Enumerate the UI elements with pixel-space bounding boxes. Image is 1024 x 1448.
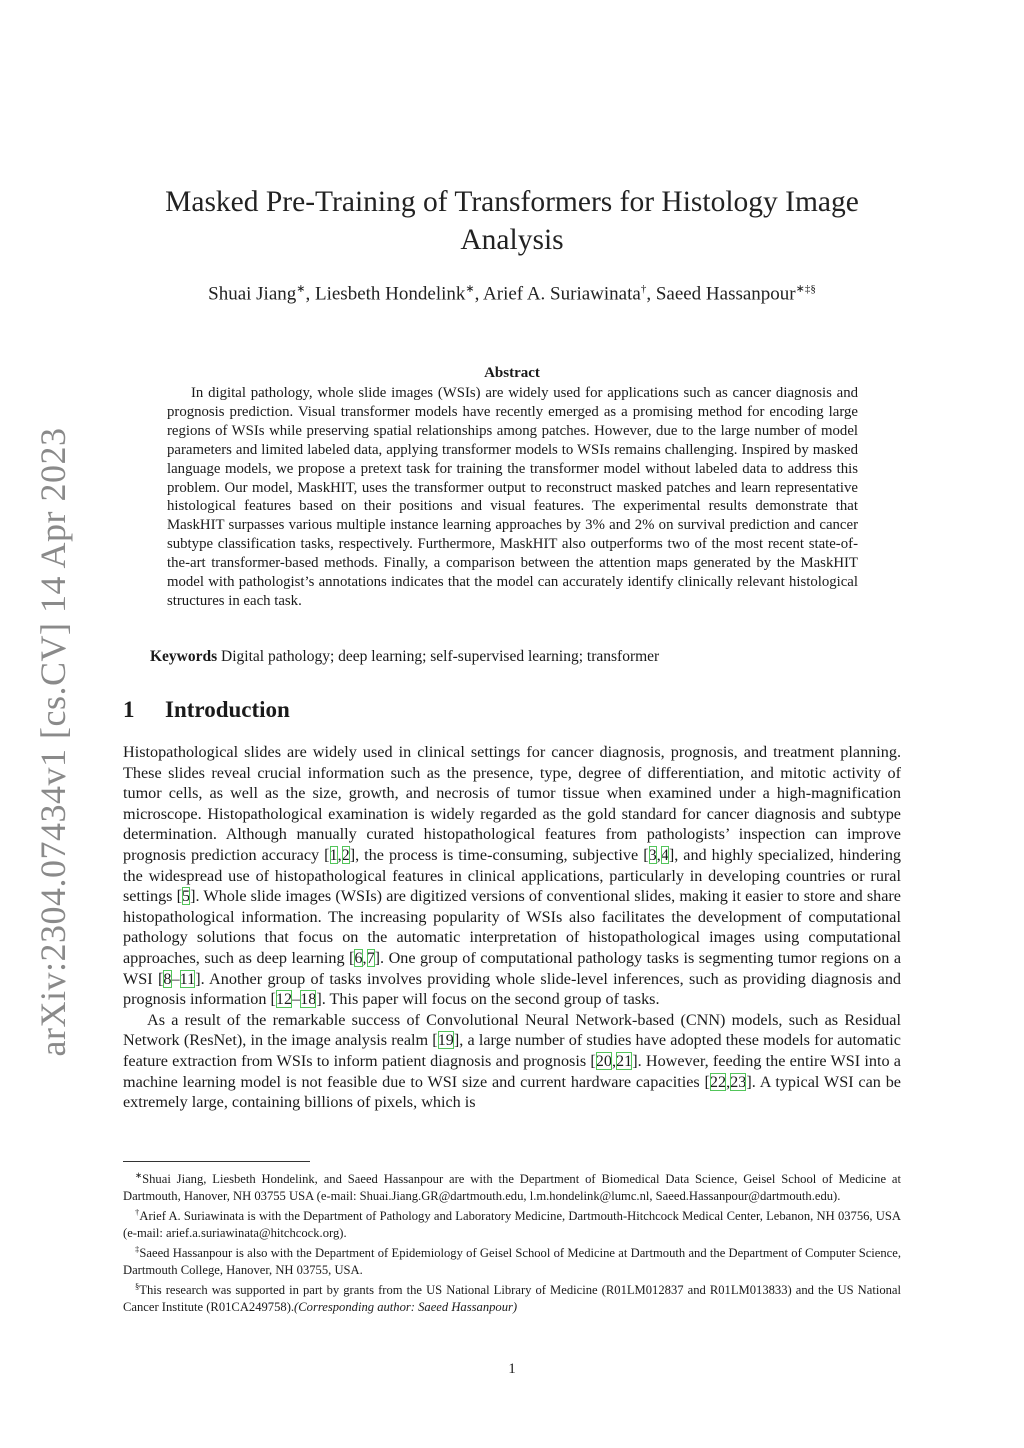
text-run: , [656, 845, 661, 864]
citation-link[interactable]: 6 [354, 948, 363, 967]
section-heading-introduction [123, 697, 290, 723]
text-run: ]. One group of computational pathology tasks is segmenting tumor regions on a WSI [ [123, 948, 902, 988]
text-run: – [171, 969, 180, 988]
footnote-mark: ∗ [135, 1170, 143, 1180]
corresponding-author-note: (Corresponding author: Saeed Hassanpour) [294, 1299, 518, 1314]
intro-paragraph-1 [123, 742, 901, 1010]
citation-link[interactable]: 3 [648, 845, 657, 864]
text-run: , [362, 948, 367, 967]
footnote-text: Shuai Jiang, Liesbeth Hondelink, and Saeed Hassanpour are with the Department of Biomedical Data Science, Geisel School of Medicine at Dartmouth, Hanover, NH 03755 USA (e-mail: Shuai.Jiang.GR@dartmouth.edu, l.m.hondelink@lumc.nl, Saeed.Hassanpour@dartmouth.edu). [123, 1172, 901, 1203]
author-name: Liesbeth Hondelink [314, 283, 466, 305]
citation-link[interactable]: 18 [300, 990, 317, 1009]
keywords-text: Digital pathology; deep learning; self-supervised learning; transformer [221, 648, 660, 665]
footnote-text: Arief A. Suriawinata is with the Department of Pathology and Laboratory Medicine, Dartmouth-Hitchcock Medical Center, Lebanon, NH 03756, USA (e-mail: arief.a.suriawinata@hitchcock.org). [123, 1209, 901, 1240]
footnote-text: Saeed Hassanpour is also with the Department of Epidemiology of Geisel School of Medicine at Dartmouth and the Department of Computer Science, Dartmouth College, Hanover, NH 03755, USA. [123, 1246, 902, 1277]
keywords-line [150, 648, 874, 666]
footnote-text: This research was supported in part by grants from the US National Library of Medicine (R01LM012837 and R01LM013833) and the US National Cancer Institute (R01CA249758). [123, 1283, 901, 1314]
footnote-affiliation-2 [123, 1204, 901, 1241]
citation-link[interactable]: 20 [595, 1051, 612, 1070]
citation-link[interactable]: 22 [709, 1072, 727, 1091]
abstract-text: In digital pathology, whole slide images (WSIs) are widely used for applications such as cancer diagnosis and prognosis prediction. Visual transformer models have recently emerged as a promising method for encoding large regions of WSIs while preserving spatial relationships among patches. However, due to the large number of model parameters and limited labeled data, applying transformer models to WSIs remains challenging. Inspired by masked language models, we propose a pretext task for training the transformer model without labeled data to address this problem. Our model, MaskHIT, uses the transformer output to reconstruct masked patches and learn representative histological features based on their positions and visual features. The experimental results demonstrate that MaskHIT surpasses various multiple instance learning approaches by 3% and 2% on survival prediction and cancer subtype classification tasks, respectively. Furthermore, MaskHIT also outperforms two of the most recent state-of-the-art transformer-based methods. Finally, a comparison between the attention maps generated by the MaskHIT model with pathologist’s annotations indicates that the model can accurately identify clinically relevant histological structures in each task. [167, 385, 858, 609]
text-run: ]. This paper will focus on the second group of tasks. [316, 990, 660, 1009]
text-run: ]. A typical WSI can be extremely large, containing billions of pixels, which is [123, 1072, 901, 1112]
author-name: Saeed Hassanpour [655, 283, 796, 305]
citation-link[interactable]: 1 [329, 845, 338, 864]
text-run: , [726, 1072, 731, 1091]
text-run: ]. Another group of tasks involves providing whole slide-level inferences, such as providing diagnosis and prognosis information [ [123, 969, 902, 1009]
keywords-label: Keywords [150, 648, 218, 665]
text-run: ], and highly specialized, hindering the widespread use of histopathological features in clinical applications, particularly in developing countries or rural settings [ [123, 845, 902, 906]
footnotes [123, 1167, 901, 1315]
author-list: Shuai Jiang∗, Liesbeth Hondelink∗, Arief A. Suriawinata†, Saeed Hassanpour∗‡§ [208, 283, 816, 305]
author-mark: ∗‡§ [795, 283, 816, 295]
text-run: Histopathological slides are widely used in clinical settings for cancer diagnosis, prognosis, and treatment planning. These slides reveal crucial information such as the presence, type, degree of differentiation, and mitotic activity of tumor cells, as well as the size, growth, and necrosis of tumor tissue when examined under a high-magnification microscope. Histopathological examination is widely regarded as the gold standard for cancer diagnosis and subtype determination. Although manually curated histopathological features from pathologists’ inspection can improve prognosis prediction accuracy [ [123, 743, 901, 864]
citation-link[interactable]: 8 [163, 969, 172, 988]
text-run: ]. However, feeding the entire WSI into a machine learning model is not feasible due to WSI size and current hardware capacities [ [123, 1051, 901, 1091]
paper-title: Masked Pre-Training of Transformers for Histology Image Analysis [165, 186, 859, 256]
citation-link[interactable]: 23 [730, 1072, 747, 1091]
text-run: ], a large number of studies have adopted these models for automatic feature extraction from WSIs to inform patient diagnosis and prognosis [ [123, 1031, 901, 1070]
citation-link[interactable]: 5 [181, 887, 191, 906]
author-mark: † [640, 283, 647, 295]
citation-link[interactable]: 12 [275, 990, 293, 1009]
section-title: Introduction [165, 697, 290, 722]
introduction-body [123, 742, 901, 1113]
arxiv-identifier-stamp: arXiv:2304.07434v1 [cs.CV] 14 Apr 2023 [33, 427, 73, 1057]
page-number: 1 [508, 1361, 516, 1377]
citation-link[interactable]: 19 [437, 1031, 454, 1050]
text-run: ], the process is time-consuming, subjective [ [349, 845, 649, 864]
citation-link[interactable]: 11 [179, 969, 196, 988]
footnote-mark: ‡ [135, 1244, 140, 1254]
footnote-affiliation-3 [123, 1241, 901, 1278]
citation-link[interactable]: 2 [341, 845, 350, 864]
citation-link[interactable]: 21 [616, 1051, 633, 1070]
author-name: Arief A. Suriawinata [483, 283, 641, 305]
abstract-heading: Abstract [484, 365, 540, 381]
text-run: ]. Whole slide images (WSIs) are digitized versions of conventional slides, making it easier to store and share histopathological information. The increasing popularity of WSIs also facilitates the development of computational pathology solutions that focus on the automatic interpretation of histopathological images using computational approaches, such as deep learning [ [123, 887, 901, 967]
author-mark: ∗ [465, 283, 475, 295]
text-run: As a result of the remarkable success of Convolutional Neural Network-based (CNN) models, such as Residual Network (ResNet), in the image analysis realm [ [123, 1010, 901, 1050]
footnote-mark: † [135, 1207, 140, 1217]
text-run: , [611, 1051, 617, 1070]
citation-link[interactable]: 7 [366, 948, 375, 967]
author-name: Shuai Jiang [208, 283, 297, 305]
text-run: , [337, 845, 342, 864]
text-run: – [292, 990, 301, 1009]
footnote-divider [123, 1161, 310, 1162]
footnote-affiliation-1 [123, 1167, 901, 1204]
citation-link[interactable]: 4 [660, 845, 669, 864]
author-mark: ∗ [296, 283, 306, 295]
footnote-mark: § [135, 1281, 140, 1291]
intro-paragraph-2 [123, 1010, 901, 1113]
section-number: 1 [123, 697, 135, 722]
footnote-funding [123, 1278, 901, 1315]
